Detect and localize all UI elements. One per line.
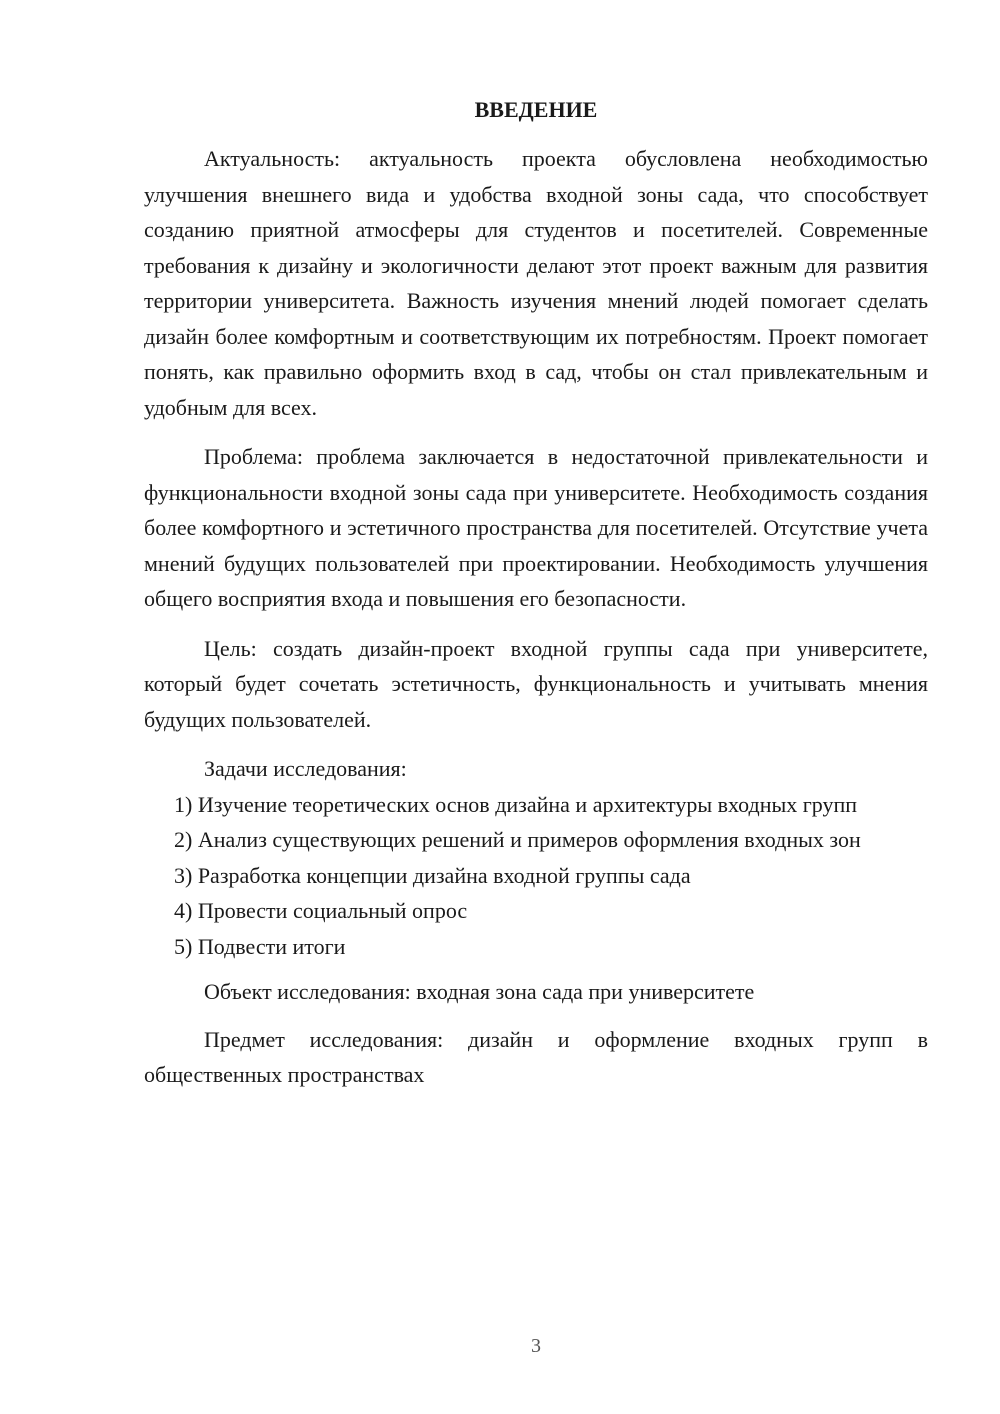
tasks-list [144, 787, 928, 965]
list-item: 3) Разработка концепции дизайна входной группы сада [174, 862, 691, 888]
page-title: ВВЕДЕНИЕ [474, 97, 598, 122]
relevance-paragraph: Актуальность: актуальность проекта обусловлена необходимостью улучшения внешнего вида и удобства входной зоны сада, что способствует созданию приятной атмосферы для студентов и посетителей. Современные требования к дизайну и экологичности делают этот проект важным для развития территории университета. Важность изучения мнений людей помогает сделать дизайн более комфортным и соответствующим их потребностям. Проект помогает понять, как правильно оформить вход в сад, чтобы он стал привлекательным и удобным для всех. [144, 146, 928, 420]
goal-paragraph: Цель: создать дизайн-проект входной группы сада при университете, который будет сочетать эстетичность, функциональность и учитывать мнения будущих пользователей. [144, 635, 928, 732]
list-item: 4) Провести социальный опрос [174, 898, 468, 923]
tasks-heading: Задачи исследования: [204, 756, 407, 781]
object-paragraph: Объект исследования: входная зона сада при университете [204, 979, 755, 1004]
page-body [144, 96, 928, 1093]
page-number: 3 [531, 1335, 541, 1357]
subject-paragraph: Предмет исследования: дизайн и оформление входных групп в общественных пространствах [144, 1026, 928, 1087]
problem-paragraph: Проблема: проблема заключается в недостаточной привлекательности и функциональности входной зоны сада при университете. Необходимость создания более комфортного и эстетичного пространства для посетителей. Отсутствие учета мнений будущих пользователей при проектировании. Необходимость улучшения общего восприятия входа и повышения его безопасности. [144, 444, 928, 611]
list-item: 2) Анализ существующих решений и примеров оформления входных зон [174, 827, 861, 852]
list-item: 1) Изучение теоретических основ дизайна и архитектуры входных групп [174, 791, 858, 817]
list-item: 5) Подвести итоги [174, 933, 346, 959]
